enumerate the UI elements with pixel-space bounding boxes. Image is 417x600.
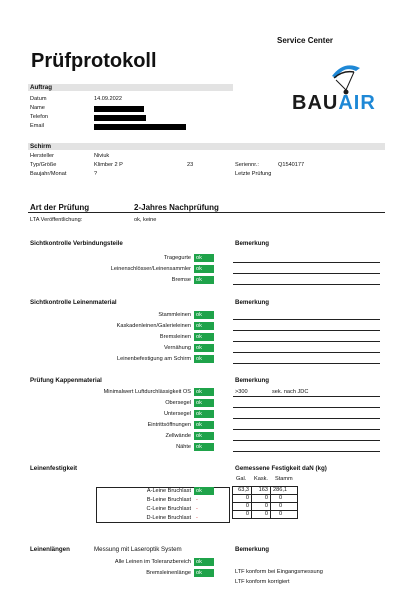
value-baujahr: ? (94, 171, 98, 177)
item-label: Vernähung (163, 345, 191, 351)
ok-badge: ok (194, 333, 214, 341)
bruchlast-label: D-Leine Bruchlast (146, 515, 191, 521)
ok-badge: ok (194, 432, 214, 440)
item-label: Alle Leinen im Toleranzbereich (114, 559, 191, 565)
bemerkung-header: Bemerkung (235, 299, 270, 306)
label-telefon: Telefon (30, 114, 49, 120)
section-schirm: Schirm (28, 143, 385, 150)
ok-badge: ok (194, 276, 214, 284)
cell-stamm: 0 (271, 511, 298, 519)
value-groesse: 23 (187, 162, 194, 168)
item-label: Untersegel (163, 411, 191, 417)
ok-badge: ok (194, 410, 214, 418)
ok-badge: ok (194, 487, 214, 495)
ok-badge: ok (194, 443, 214, 451)
remark-line (233, 352, 380, 353)
label-letzte-pruefung: Letzte Prüfung (235, 171, 272, 177)
value-hersteller: Niviuk (94, 153, 110, 159)
remark-laengen-1: LTF konform bei Eingangsmessung (235, 569, 323, 575)
section-verbindungsteile: Sichtkontrolle Verbindungsteile (30, 240, 123, 247)
bemerkung-header: Bemerkung (235, 546, 270, 553)
cell-kask: 163 (252, 487, 271, 495)
label-baujahr: Baujahr/Monat (30, 171, 67, 177)
remark-unit: sek. nach JDC (272, 389, 309, 395)
redacted-name (94, 106, 144, 112)
status-dash: - (196, 506, 198, 512)
table-row (233, 503, 298, 511)
laengen-method: Messung mit Laseroptik System (94, 546, 182, 553)
status-dash: - (196, 497, 198, 503)
col-header-stamm: Stamm (275, 476, 293, 482)
lta-value: ok, keine (134, 217, 157, 223)
cell-stamm: 0 (271, 495, 298, 503)
remark-line (233, 429, 380, 430)
cell-kask: 0 (252, 495, 271, 503)
remark-line (233, 396, 380, 397)
remark-laengen-2: LTF konform korrigiert (235, 579, 290, 585)
remark-line (233, 319, 380, 320)
value-seriennr: Q1540177 (278, 162, 305, 168)
remark-line (233, 262, 380, 263)
item-label: Kaskadenleinen/Galerieleinen (116, 323, 191, 329)
ok-badge: ok (194, 355, 214, 363)
ok-badge: ok (194, 388, 214, 396)
section-leinenfestigkeit: Leinenfestigkeit (30, 465, 78, 472)
item-label: Leinenschlösser/Leinensammler (110, 266, 191, 272)
label-hersteller: Hersteller (30, 153, 54, 159)
status-dash: - (196, 515, 198, 521)
divider (28, 212, 385, 213)
item-label: Minimalwert Luftdurchlässigkeit OS (103, 389, 191, 395)
item-label: Obersegel (165, 400, 191, 406)
value-typ: Klimber 2 P (94, 162, 123, 168)
bemerkung-header: Bemerkung (235, 377, 270, 384)
remark-line (233, 451, 380, 452)
table-row (233, 511, 298, 519)
item-label: Nähte (176, 444, 191, 450)
remark-line (233, 407, 380, 408)
section-leinenlaengen: Leinenlängen (30, 546, 70, 553)
item-label: Leinenbefestigung am Schirm (116, 356, 191, 362)
label-email: Email (30, 123, 44, 129)
service-center-label: Service Center (277, 36, 334, 45)
ok-badge: ok (194, 399, 214, 407)
remark-line (233, 330, 380, 331)
ok-badge: ok (194, 421, 214, 429)
ok-badge: ok (194, 254, 214, 262)
item-label: Stammleinen (158, 312, 191, 318)
bruchlast-label: C-Leine Bruchlast (146, 506, 191, 512)
remark-line (233, 363, 380, 364)
art-value: 2-Jahres Nachprüfung (134, 203, 219, 212)
remark-line (233, 341, 380, 342)
bruchlast-label: B-Leine Bruchlast (146, 497, 191, 503)
section-kappenmaterial: Prüfung Kappenmaterial (30, 377, 102, 384)
remark-line (233, 418, 380, 419)
cell-stamm: 0 (271, 503, 298, 511)
ok-badge: ok (194, 558, 214, 566)
ok-badge: ok (194, 569, 214, 577)
section-leinenmaterial: Sichtkontrolle Leinenmaterial (30, 299, 117, 306)
remark-line (233, 284, 380, 285)
label-datum: Datum (30, 96, 47, 102)
item-label: Tragegurte (163, 255, 191, 261)
cell-kask: 0 (252, 511, 271, 519)
label-name: Name (30, 105, 45, 111)
cell-gal: 0 (233, 511, 252, 519)
label-typ: Typ/Größe (30, 162, 57, 168)
cell-kask: 0 (252, 503, 271, 511)
item-label: Bremse (171, 277, 191, 283)
value-datum: 14.09.2022 (94, 96, 122, 102)
lta-label: LTA Veröffentlichung: (30, 217, 83, 223)
ok-badge: ok (194, 322, 214, 330)
bemerkung-header: Bemerkung (235, 240, 270, 247)
redacted-telefon (94, 115, 146, 121)
redacted-email (94, 124, 186, 130)
table-row (233, 487, 298, 495)
ok-badge: ok (194, 265, 214, 273)
col-header-gal: Gal. (236, 476, 247, 482)
col-header-kask: Kask. (254, 476, 268, 482)
bruchlast-label: A-Leine Bruchlast (146, 488, 191, 494)
label-seriennr: Seriennr.: (235, 162, 259, 168)
item-label: Bremsleinenlänge (146, 570, 191, 576)
cell-stamm: 286,1 (271, 487, 298, 495)
remark-line (233, 440, 380, 441)
cell-gal: 0 (233, 495, 252, 503)
ok-badge: ok (194, 311, 214, 319)
bauair-logo (288, 56, 388, 116)
strength-table (232, 486, 298, 519)
cell-gal: 63,3 (233, 487, 252, 495)
cell-gal: 0 (233, 503, 252, 511)
logo-text: BAUAIR (292, 92, 376, 114)
art-label: Art der Prüfung (30, 203, 90, 212)
item-label: Zellwände (165, 433, 191, 439)
table-row (233, 495, 298, 503)
measured-header: Gemessene Festigkeit daN (kg) (235, 465, 327, 472)
ok-badge: ok (194, 344, 214, 352)
remark-line (233, 273, 380, 274)
item-label: Eintrittsöffnungen (147, 422, 191, 428)
section-auftrag: Auftrag (28, 84, 233, 91)
item-label: Bremsleinen (159, 334, 191, 340)
page-title: Prüfprotokoll (31, 50, 157, 72)
remark-luftdurchlaessigkeit: >300 (235, 389, 248, 395)
